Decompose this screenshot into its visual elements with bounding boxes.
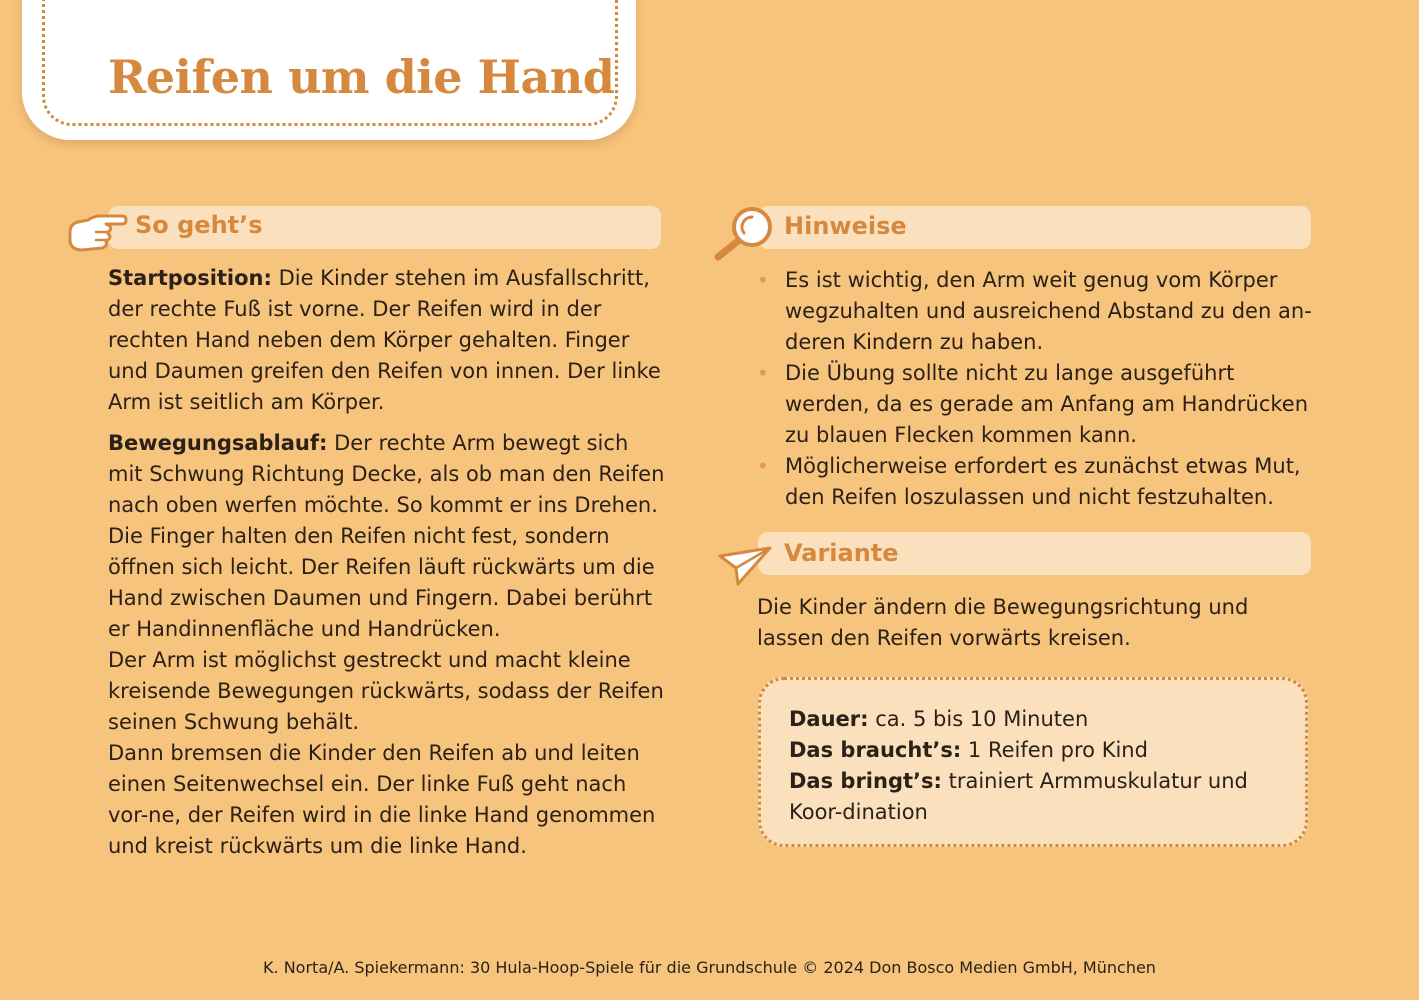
so-gehts-body — [108, 263, 668, 862]
braucht-value: 1 Reifen pro Kind — [961, 738, 1148, 762]
bewegungsablauf-label: Bewegungsablauf: — [108, 431, 328, 455]
bringt-value: trainiert Armmuskulatur und Koor-dination — [789, 769, 1248, 824]
so-gehts-heading: So geht’s — [135, 211, 263, 239]
dauer-label: Dauer: — [789, 707, 869, 731]
magnifier-icon — [712, 205, 778, 263]
startposition-text: Die Kinder stehen im Ausfallschritt, der rechte Fuß ist vorne. Der Reifen wird in der rechten Hand neben dem Körper gehalten. Finger und Daumen greifen den Reifen von innen. Der linke Arm ist seitlich am Körper. — [108, 266, 661, 414]
dauer-value: ca. 5 bis 10 Minuten — [868, 707, 1089, 731]
variante-text: Die Kinder ändern die Bewegungsrichtung und lassen den Reifen vorwärts kreisen. — [757, 595, 1249, 650]
info-box — [758, 677, 1308, 847]
bewegungsablauf-paragraph — [108, 428, 668, 645]
pointing-hand-icon — [66, 208, 128, 254]
info-rows — [789, 704, 1289, 828]
list-item: • Es ist wichtig, den Arm weit genug vom Körper wegzuhalten und ausreichend Abstand zu den an-deren Kindern zu haben. — [757, 265, 1317, 358]
footer-copyright: K. Norta/A. Spiekermann: 30 Hula-Hoop-Spiele für die Grundschule © 2024 Don Bosco Medien GmbH, München — [263, 958, 1156, 977]
startposition-paragraph — [108, 263, 668, 418]
hinweise-heading: Hinweise — [784, 212, 907, 240]
bringt-label: Das bringt’s: — [789, 769, 942, 793]
bringt-row — [789, 766, 1289, 828]
braucht-label: Das braucht’s: — [789, 738, 962, 762]
dauer-row — [789, 704, 1289, 735]
list-item: • Die Übung sollte nicht zu lange ausgeführt werden, da es gerade am Anfang am Handrücken zu blauen Flecken kommen kann. — [757, 358, 1317, 451]
startposition-label: Startposition: — [108, 266, 272, 290]
hinweise-body — [757, 265, 1317, 513]
braucht-row — [789, 735, 1289, 766]
paper-plane-icon — [716, 544, 774, 588]
bewegungsablauf-text-2: Der Arm ist möglichst gestreckt und macht kleine kreisende Bewegungen rückwärts, sodass der Reifen seinen Schwung behält. — [108, 648, 664, 734]
list-item: • Möglicherweise erfordert es zunächst etwas Mut, den Reifen loszulassen und nicht festzuhalten. — [757, 451, 1317, 513]
bewegungsablauf-text: Der rechte Arm bewegt sich mit Schwung Richtung Decke, als ob man den Reifen nach oben werfen möchte. So kommt er ins Drehen. Die Finger halten den Reifen nicht fest, sondern öffnen sich leicht. Der Reifen läuft rückwärts um die Hand zwischen Daumen und Fingern. Dabei berührt er Handinnenfläche und Handrücken. — [108, 431, 665, 641]
bewegungsablauf-text-3: Dann bremsen die Kinder den Reifen ab und leiten einen Seitenwechsel ein. Der linke Fuß geht nach vor-ne, der Reifen wird in die linke Hand genommen und kreist rückwärts um die linke Hand. — [108, 741, 656, 858]
variante-heading: Variante — [784, 539, 899, 567]
hinweise-list — [757, 265, 1317, 513]
page-title: Reifen um die Hand — [108, 50, 615, 104]
